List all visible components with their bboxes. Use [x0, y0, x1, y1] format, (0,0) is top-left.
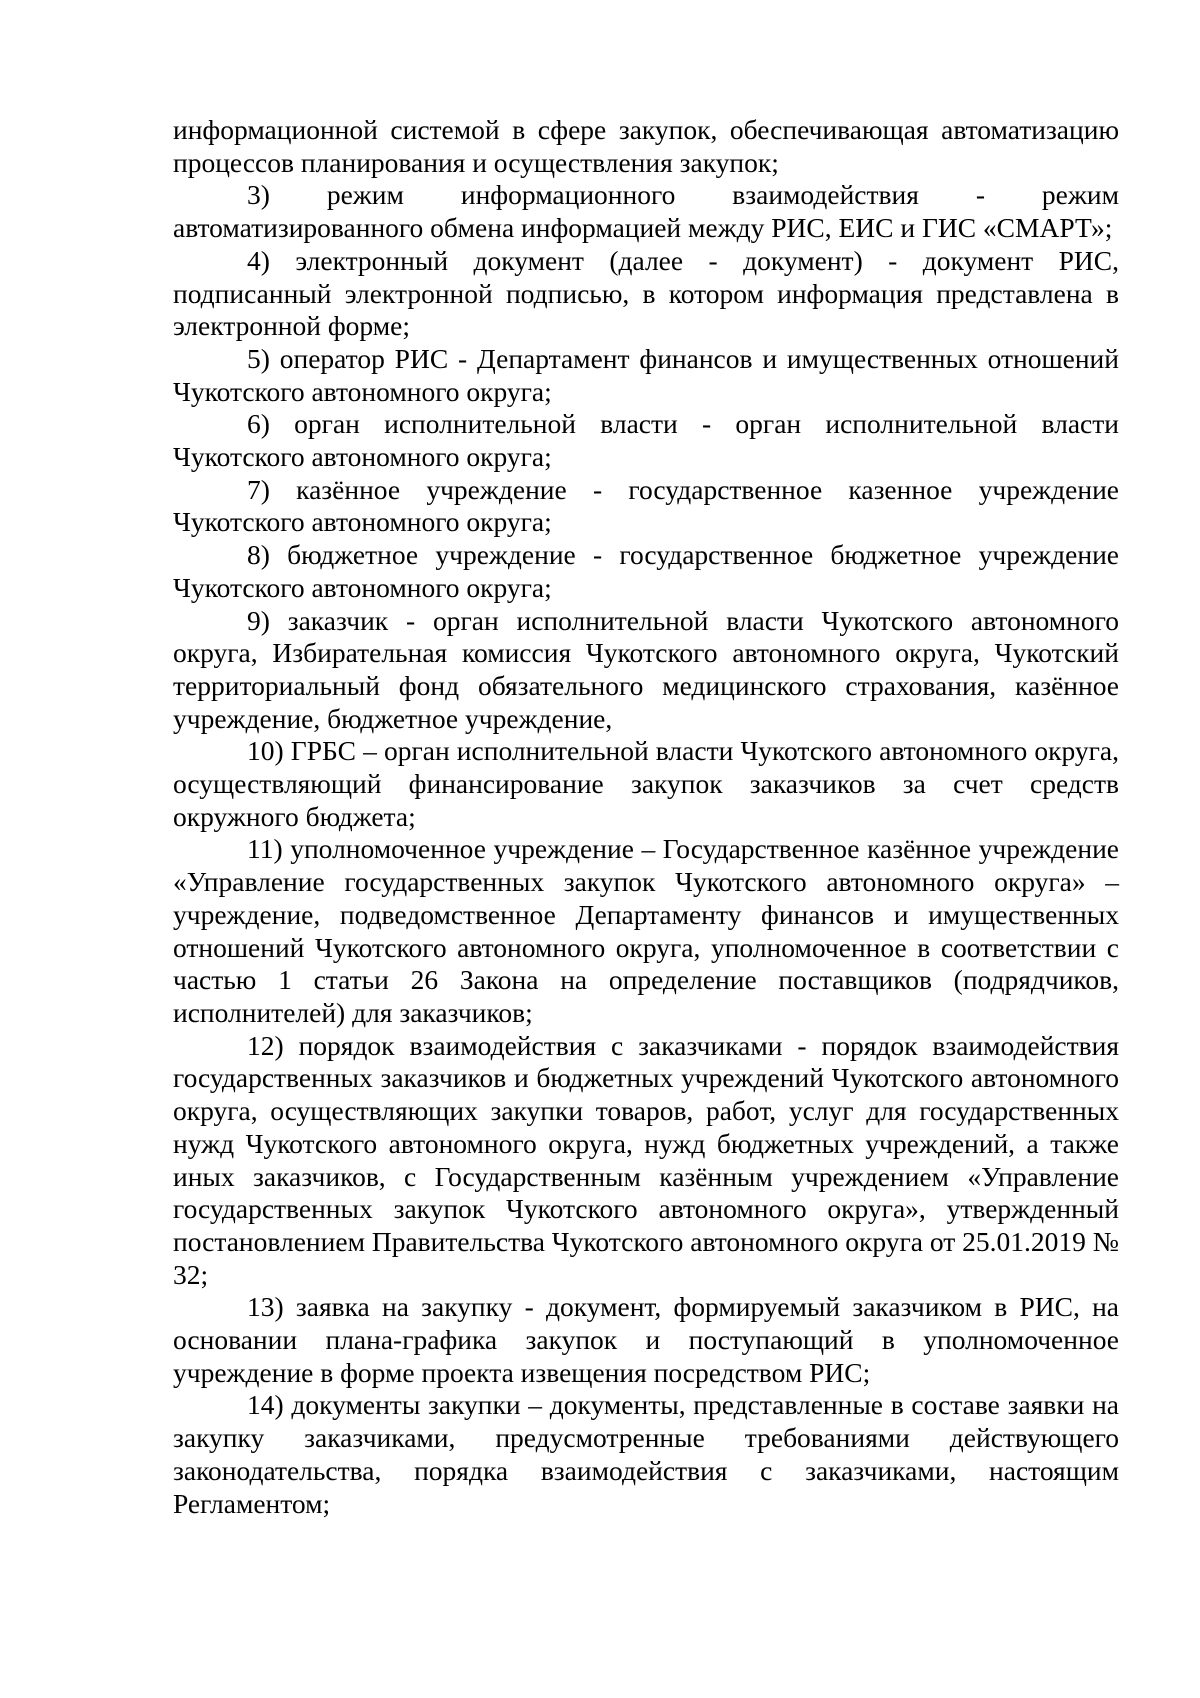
document-body [173, 114, 1119, 1520]
paragraph-item-11: 11) уполномоченное учреждение – Государственное казённое учреждение «Управление государственных закупок Чукотского автономного округа» – учреждение, подведомственное Департаменту финансов и имущественных отношений Чукотского автономного округа, уполномоченное в соответствии с частью 1 статьи 26 Закона на определение поставщиков (подрядчиков, исполнителей) для заказчиков; [173, 833, 1119, 1028]
paragraph-item-10: 10) ГРБС – орган исполнительной власти Чукотского автономного округа, осуществляющий финансирование закупок заказчиков за счет средств окружного бюджета; [173, 735, 1119, 832]
paragraph-item-5: 5) оператор РИС - Департамент финансов и имущественных отношений Чукотского автономного округа; [173, 342, 1119, 407]
paragraph-item-6: 6) орган исполнительной власти - орган исполнительной власти Чукотского автономного округа; [173, 408, 1119, 473]
paragraph-item-13: 13) заявка на закупку - документ, формируемый заказчиком в РИС, на основании плана-графика закупок и поступающий в уполномоченное учреждение в форме проекта извещения посредством РИС; [173, 1291, 1119, 1388]
paragraph-item-9: 9) заказчик - орган исполнительной власти Чукотского автономного округа, Избирательная комиссия Чукотского автономного округа, Чукотский территориальный фонд обязательного медицинского страхования, казённое учреждение, бюджетное учреждение, [173, 604, 1119, 734]
paragraph-item-3: 3) режим информационного взаимодействия - режим автоматизированного обмена информацией между РИС, ЕИС и ГИС «СМАРТ»; [173, 179, 1119, 244]
paragraph-item-12: 12) порядок взаимодействия с заказчиками - порядок взаимодействия государственных заказчиков и бюджетных учреждений Чукотского автономного округа, осуществляющих закупки товаров, работ, услуг для государственных нужд Чукотского автономного округа, нужд бюджетных учреждений, а также иных заказчиков, с Государственным казённым учреждением «Управление государственных закупок Чукотского автономного округа», утвержденный постановлением Правительства Чукотского автономного округа от 25.01.2019 № 32; [173, 1029, 1119, 1290]
paragraph-item-8: 8) бюджетное учреждение - государственное бюджетное учреждение Чукотского автономного округа; [173, 539, 1119, 603]
paragraph-item-4: 4) электронный документ (далее - документ) - документ РИС, подписанный электронной подписью, в котором информация представлена в электронной форме; [173, 244, 1119, 342]
paragraph-item-14: 14) документы закупки – документы, представленные в составе заявки на закупку заказчиками, предусмотренные требованиями действующего законодательства, порядка взаимодействия с заказчиками, настоящим Регламентом; [173, 1389, 1119, 1519]
paragraph-item-7: 7) казённое учреждение - государственное казенное учреждение Чукотского автономного округа; [173, 473, 1119, 538]
paragraph-continuation: информационной системой в сфере закупок, обеспечивающая автоматизацию процессов планирования и осуществления закупок; [173, 114, 1119, 178]
